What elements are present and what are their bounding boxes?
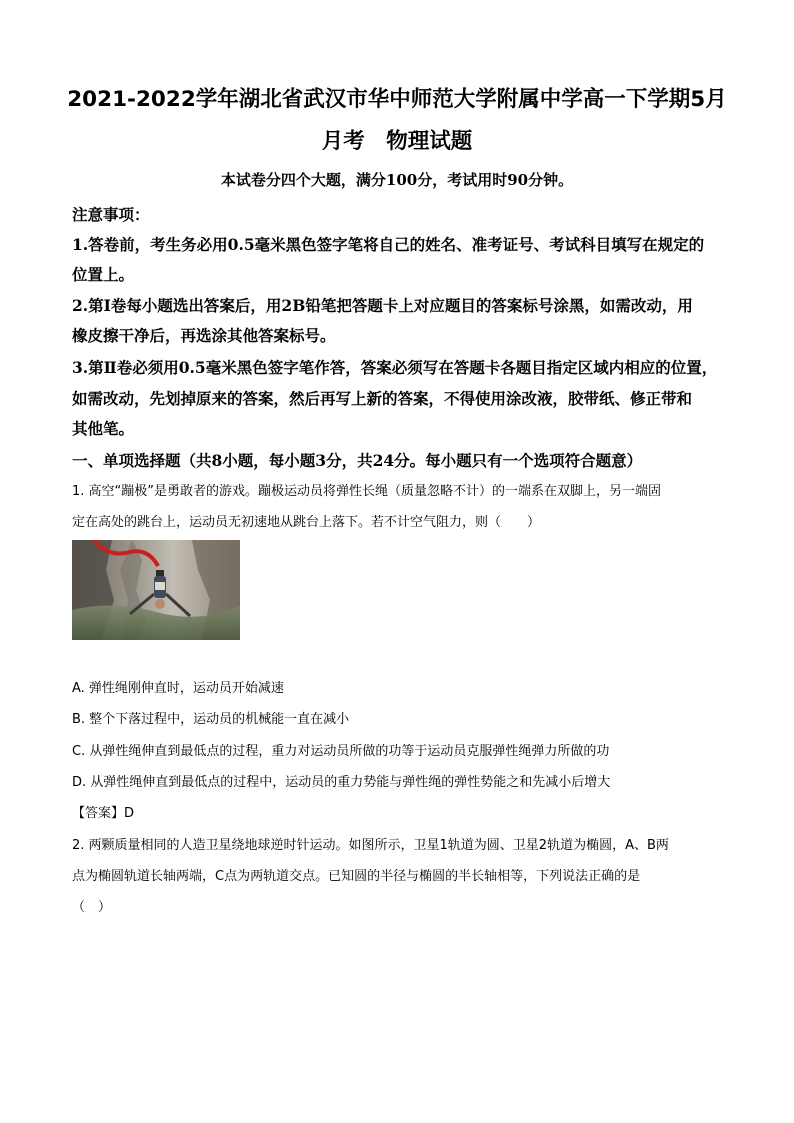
- question-1-answer: 【答案】D: [72, 806, 135, 821]
- question-1-stem-line-1: 1. 高空“蹦极”是勇敢者的游戏。蹦极运动员将弹性长绳（质量忽略不计）的一端系在双脚上，另一端固: [72, 484, 662, 499]
- question-1-stem-line-2: 定在高处的跳台上，运动员无初速地从跳台上落下。若不计空气阻力，则（ ）: [72, 515, 541, 530]
- question-1-option-c: C. 从弹性绳伸直到最低点的过程，重力对运动员所做的功等于运动员克服弹性绳弹力所做的功: [72, 744, 610, 759]
- exam-title-line-1: 2021-2022学年湖北省武汉市华中师范大学附属中学高一下学期5月: [67, 87, 727, 112]
- notice-line-1: 1.答卷前，考生务必用0.5毫米黑色签字笔将自己的姓名、准考证号、考试科目填写在规定的: [72, 235, 705, 254]
- notice-line-3: 2.第Ⅰ卷每小题选出答案后，用2B铅笔把答题卡上对应题目的答案标号涂黑，如需改动，用: [72, 296, 693, 315]
- notice-heading: 注意事项：: [72, 205, 150, 224]
- exam-title-line-2: 月考 物理试题: [321, 129, 473, 154]
- notice-line-7: 其他笔。: [72, 419, 135, 438]
- question-2-stem-line-3: （ ）: [72, 900, 112, 915]
- question-1-option-d: D. 从弹性绳伸直到最低点的过程中，运动员的重力势能与弹性绳的弹性势能之和先减小后增大: [72, 775, 611, 790]
- question-2-stem-line-1: 2. 两颗质量相同的人造卫星绕地球逆时针运动。如图所示，卫星1轨道为圆、卫星2轨道为椭圆，A、B两: [72, 838, 669, 853]
- question-1-option-a: A. 弹性绳刚伸直时，运动员开始减速: [72, 681, 284, 696]
- exam-subtitle: 本试卷分四个大题，满分100分，考试用时90分钟。: [220, 171, 574, 189]
- notice-line-6: 如需改动，先划掉原来的答案，然后再写上新的答案，不得使用涂改液，胶带纸、修正带和: [72, 389, 693, 408]
- section-heading: 一、单项选择题（共8小题，每小题3分，共24分。每小题只有一个选项符合题意）: [72, 451, 643, 470]
- notice-line-2: 位置上。: [72, 265, 135, 284]
- notice-line-4: 橡皮擦干净后，再选涂其他答案标号。: [72, 326, 336, 345]
- question-1-option-b: B. 整个下落过程中，运动员的机械能一直在减小: [72, 712, 350, 727]
- question-2-stem-line-2: 点为椭圆轨道长轴两端，C点为两轨道交点。已知圆的半径与椭圆的半长轴相等，下列说法正确的是: [72, 869, 641, 884]
- notice-line-5: 3.第Ⅱ卷必须用0.5毫米黑色签字笔作答，答案必须写在答题卡各题目指定区域内相应的位置，: [72, 358, 718, 377]
- bungee-photo: [72, 540, 240, 640]
